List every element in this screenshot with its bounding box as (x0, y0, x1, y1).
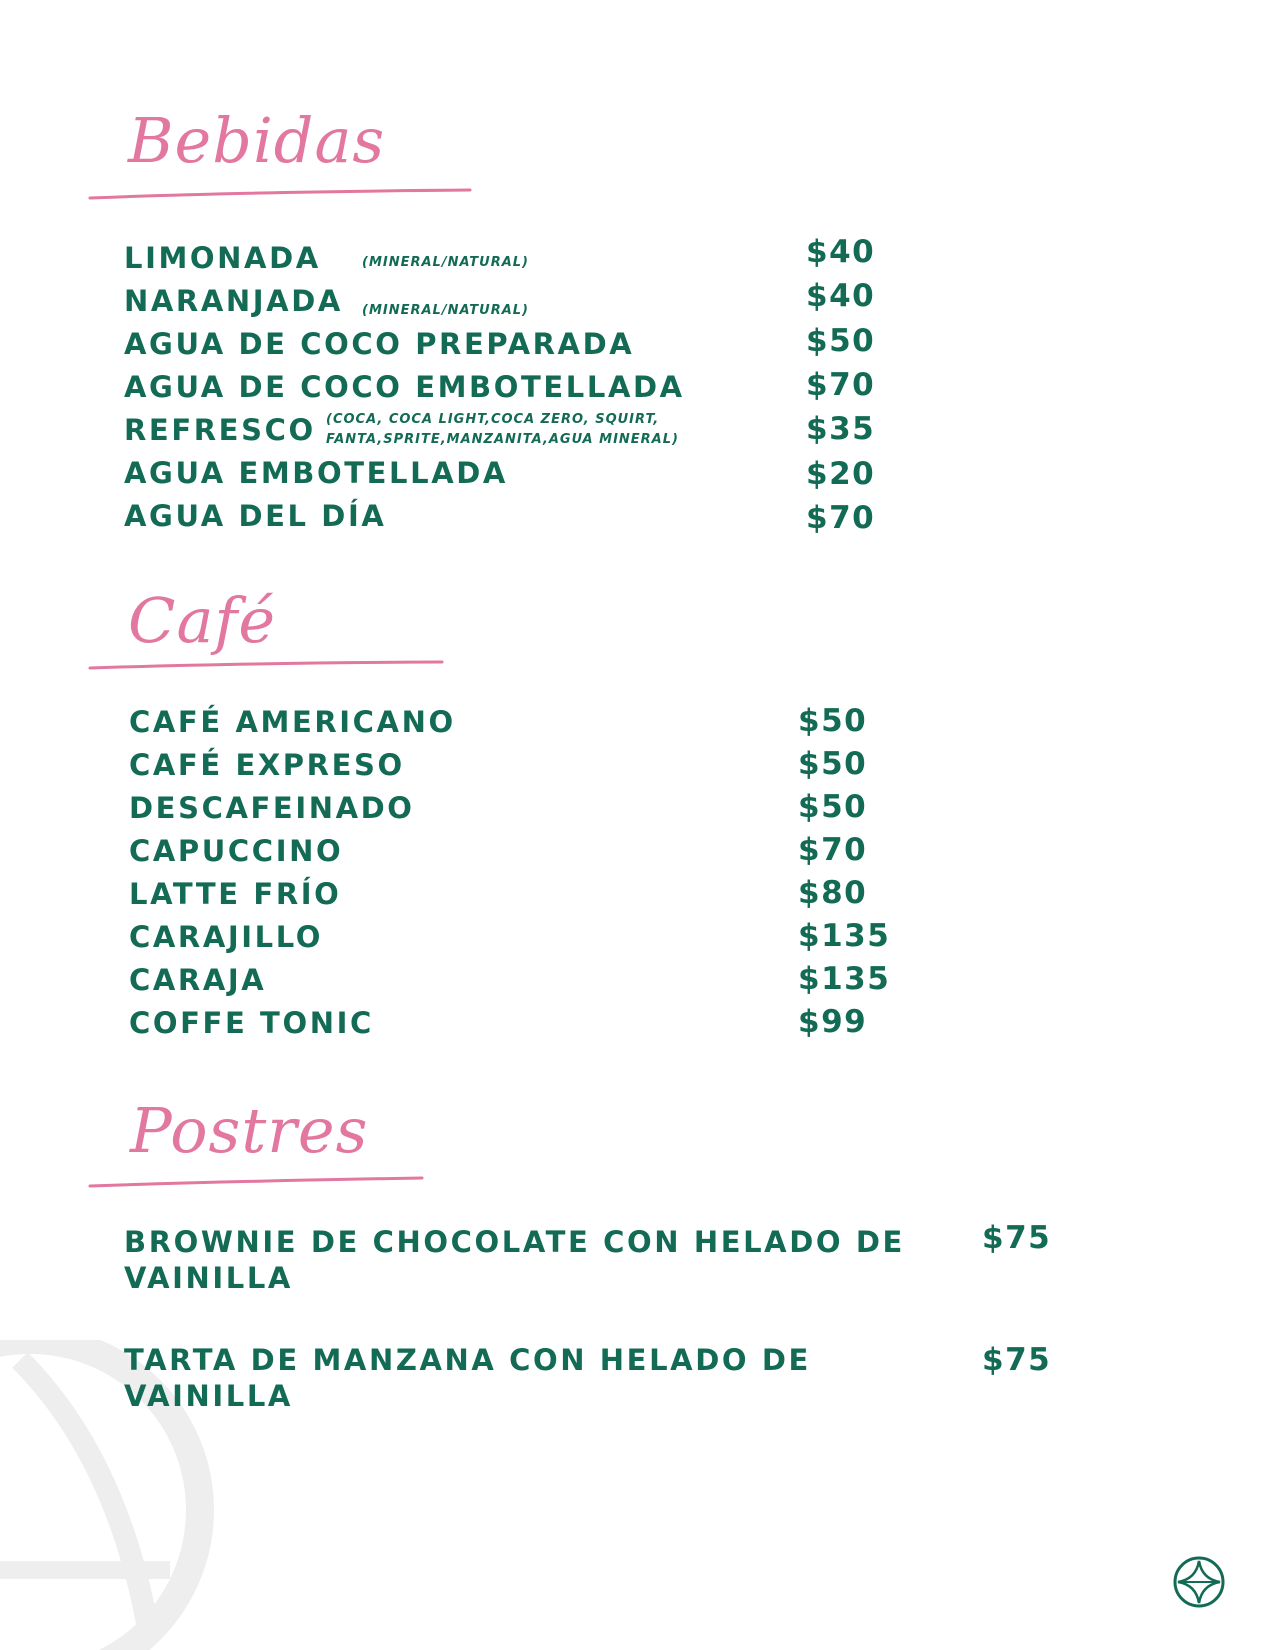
section-title-bebidas: Bebidas (128, 104, 386, 177)
section-underline (88, 186, 473, 202)
menu-item-name: NARANJADA (124, 284, 343, 318)
menu-item-price: $70 (798, 832, 868, 868)
menu-item-name: AGUA DE COCO PREPARADA (124, 327, 635, 361)
menu-item-note: (MINERAL/NATURAL) (362, 303, 529, 318)
menu-item-name: LATTE FRÍO (129, 877, 342, 911)
menu-item-name: AGUA EMBOTELLADA (124, 456, 508, 490)
menu-item-note: FANTA,SPRITE,MANZANITA,AGUA MINERAL) (326, 432, 679, 447)
menu-item-name: DESCAFEINADO (129, 791, 415, 825)
menu-item-price: $80 (798, 875, 868, 911)
menu-item-name: TARTA DE MANZANA CON HELADO DE VAINILLA (124, 1343, 811, 1413)
menu-item-name: CARAJA (129, 963, 267, 997)
menu-item-name: REFRESCO (124, 413, 316, 447)
menu-item-note: (COCA, COCA LIGHT,COCA ZERO, SQUIRT, (326, 412, 660, 427)
section-underline (88, 1174, 428, 1190)
menu-item-name: CAFÉ AMERICANO (129, 705, 456, 739)
menu-item-price: $40 (806, 278, 876, 314)
menu-item-name: COFFE TONIC (129, 1006, 374, 1040)
section-title-cafe: Café (128, 584, 277, 657)
menu-item-name: LIMONADA (124, 241, 321, 275)
menu-item-price: $20 (806, 456, 876, 492)
menu-item-name: AGUA DEL DÍA (124, 499, 387, 533)
menu-item-price: $135 (798, 918, 891, 954)
menu-item-price: $99 (798, 1004, 868, 1040)
menu-item-price: $50 (806, 323, 876, 359)
menu-item-name: CAFÉ EXPRESO (129, 748, 405, 782)
menu-item-name: CAPUCCINO (129, 834, 344, 868)
menu-item-price: $40 (806, 234, 876, 270)
menu-item-price: $135 (798, 961, 891, 997)
menu-item-price: $70 (806, 367, 876, 403)
menu-item-price: $50 (798, 746, 868, 782)
section-underline (88, 657, 448, 673)
menu-item-price: $50 (798, 703, 868, 739)
menu-item-name: AGUA DE COCO EMBOTELLADA (124, 370, 685, 404)
section-title-postres: Postres (130, 1094, 369, 1167)
menu-item-price: $75 (982, 1220, 1052, 1256)
menu-item-name: CARAJILLO (129, 920, 324, 954)
star-emblem-icon (1172, 1555, 1226, 1609)
menu-item-price: $50 (798, 789, 868, 825)
menu-item-price: $70 (806, 500, 876, 536)
menu-item-price: $35 (806, 411, 876, 447)
menu-item-price: $75 (982, 1342, 1052, 1378)
menu-item-note: (MINERAL/NATURAL) (362, 255, 529, 270)
menu-item-name: BROWNIE DE CHOCOLATE CON HELADO DE VAINILLA (124, 1225, 905, 1295)
